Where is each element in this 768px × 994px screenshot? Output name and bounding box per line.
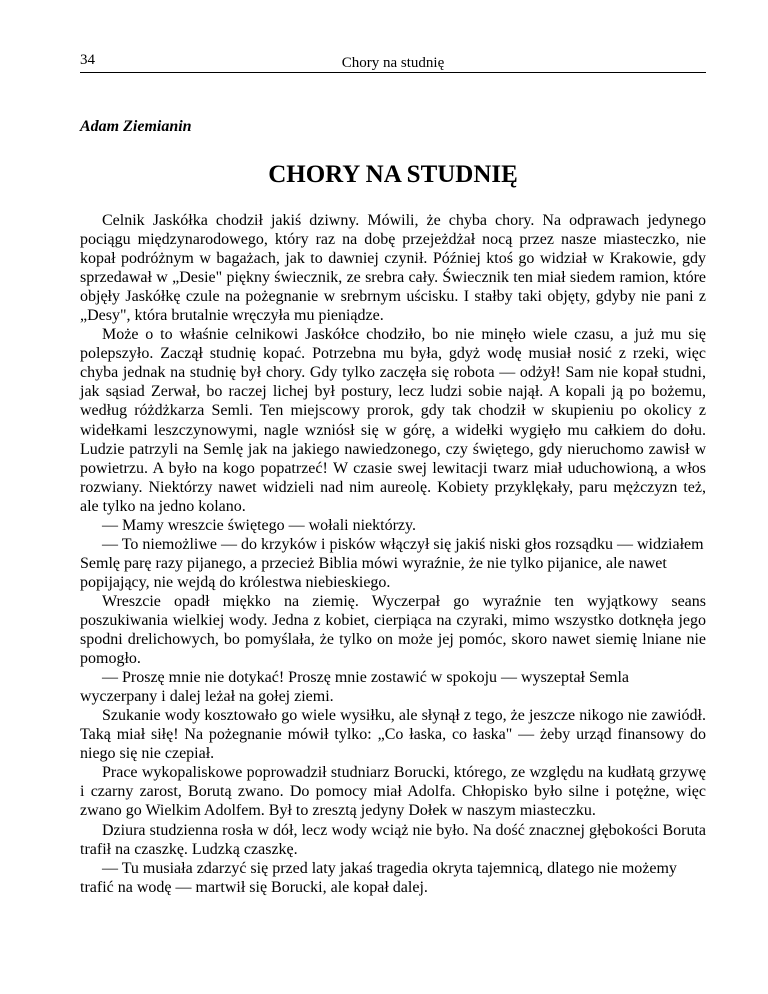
dialogue-line: — Mamy wreszcie świętego — wołali niektórzy.	[102, 516, 416, 534]
paragraph: Prace wykopaliskowe poprowadził studniarz Borucki, którego, ze względu na kudłatą grzywę i czarny zarost, Borutą zwano. Do pomocy miał Adolfa. Chłopisko było silne i potężne, więc zwano go Wielkim Adolfem. Był to zresztą jedyny Dołek w naszym miasteczku.	[80, 764, 706, 820]
header-rule	[80, 72, 706, 73]
author-name: Adam Ziemianin	[80, 118, 192, 135]
story-body	[80, 211, 706, 897]
dialogue-line: — Tu musiała zdarzyć się przed laty jakaś tragedia okryta tajemnicą, dlatego nie możemy trafić na wodę — martwił się Borucki, ale kopał dalej.	[80, 859, 677, 896]
paragraph: Dziura studzienna rosła w dół, lecz wody wciąż nie było. Na dość znacznej głębokości Boruta trafił na czaszkę. Ludzką czaszkę.	[80, 821, 706, 858]
paragraph: Szukanie wody kosztowało go wiele wysiłku, ale słynął z tego, że jeszcze nikogo nie zawiódł. Taką miał siłę! Na pożegnanie mówił tylko: „Co łaska, co łaska" — żeby urząd finansowy do niego się nie czepiał.	[80, 707, 706, 763]
story-title: CHORY NA STUDNIĘ	[268, 161, 518, 188]
dialogue-line: — Proszę mnie nie dotykać! Proszę mnie zostawić w spokoju — wyszeptał Semla wyczerpany i dalej leżał na gołej ziemi.	[80, 669, 629, 706]
running-header: Chory na studnię	[341, 55, 445, 71]
paragraph: Może o to właśnie celnikowi Jaskółce chodziło, bo nie minęło wiele czasu, a już mu się polepszyło. Zaczął studnię kopać. Potrzebna mu była, gdyż wodę musiał nosić z rzeki, więc chyba jednak na studnię był chory. Gdy tylko zaczęła się robota — odżył! Sam nie kopał studni, jak sąsiad Zerwał, bo raczej lichej był postury, lecz ludzi sobie najął. A kopali ją po bożemu, według różdżkarza Semli. Ten miejscowy prorok, gdy tak chodził w skupieniu po okolicy z widełkami leszczynowymi, nagle wzniósł się w górę, a widełki wygięło mu całkiem do dołu. Ludzie patrzyli na Semlę jak na jakiego nawiedzonego, czy świętego, gdy nieruchomo zawisł w powietrzu. A było na kogo popatrzeć! W czasie swej lewitacji twarz miał uduchowioną, a włos rozwiany. Niektórzy nawet widzieli nad nim aureolę. Kobiety przyklękały, paru mężczyzn też, ale tylko na jedno kolano.	[80, 326, 706, 515]
page-number: 34	[80, 52, 95, 68]
paragraph: Celnik Jaskółka chodził jakiś dziwny. Mówili, że chyba chory. Na odprawach jedynego pociągu międzynarodowego, który raz na dobę przejeżdżał nocą przez nasze miasteczko, nie kopał podróżnym w bagażach, jak to dawniej czynił. Później ktoś go widział w Krakowie, gdy sprzedawał w „Desie" piękny świecznik, ze srebra cały. Świecznik ten miał siedem ramion, które objęły Jaskółkę czule na pożegnanie w srebrnym uścisku. I stałby taki objęty, gdyby nie pani z „Desy", która brutalnie wręczyła mu pieniądze.	[80, 212, 706, 325]
dialogue-line: — To niemożliwe — do krzyków i pisków włączył się jakiś niski głos rozsądku — widziałem Semlę parę razy pijanego, a przecież Biblia mówi wyraźnie, że nie tylko pijanice, ale nawet popijający, nie wejdą do królestwa niebieskiego.	[80, 535, 704, 591]
paragraph: Wreszcie opadł miękko na ziemię. Wyczerpał go wyraźnie ten wyjątkowy seans poszukiwania wielkiej wody. Jedna z kobiet, cierpiąca na czyraki, mimo wszystko dotknęła jego spodni drelichowych, bo pomyślała, że tylko on może jej pomóc, skoro nawet siemię lniane nie pomogło.	[80, 592, 706, 668]
